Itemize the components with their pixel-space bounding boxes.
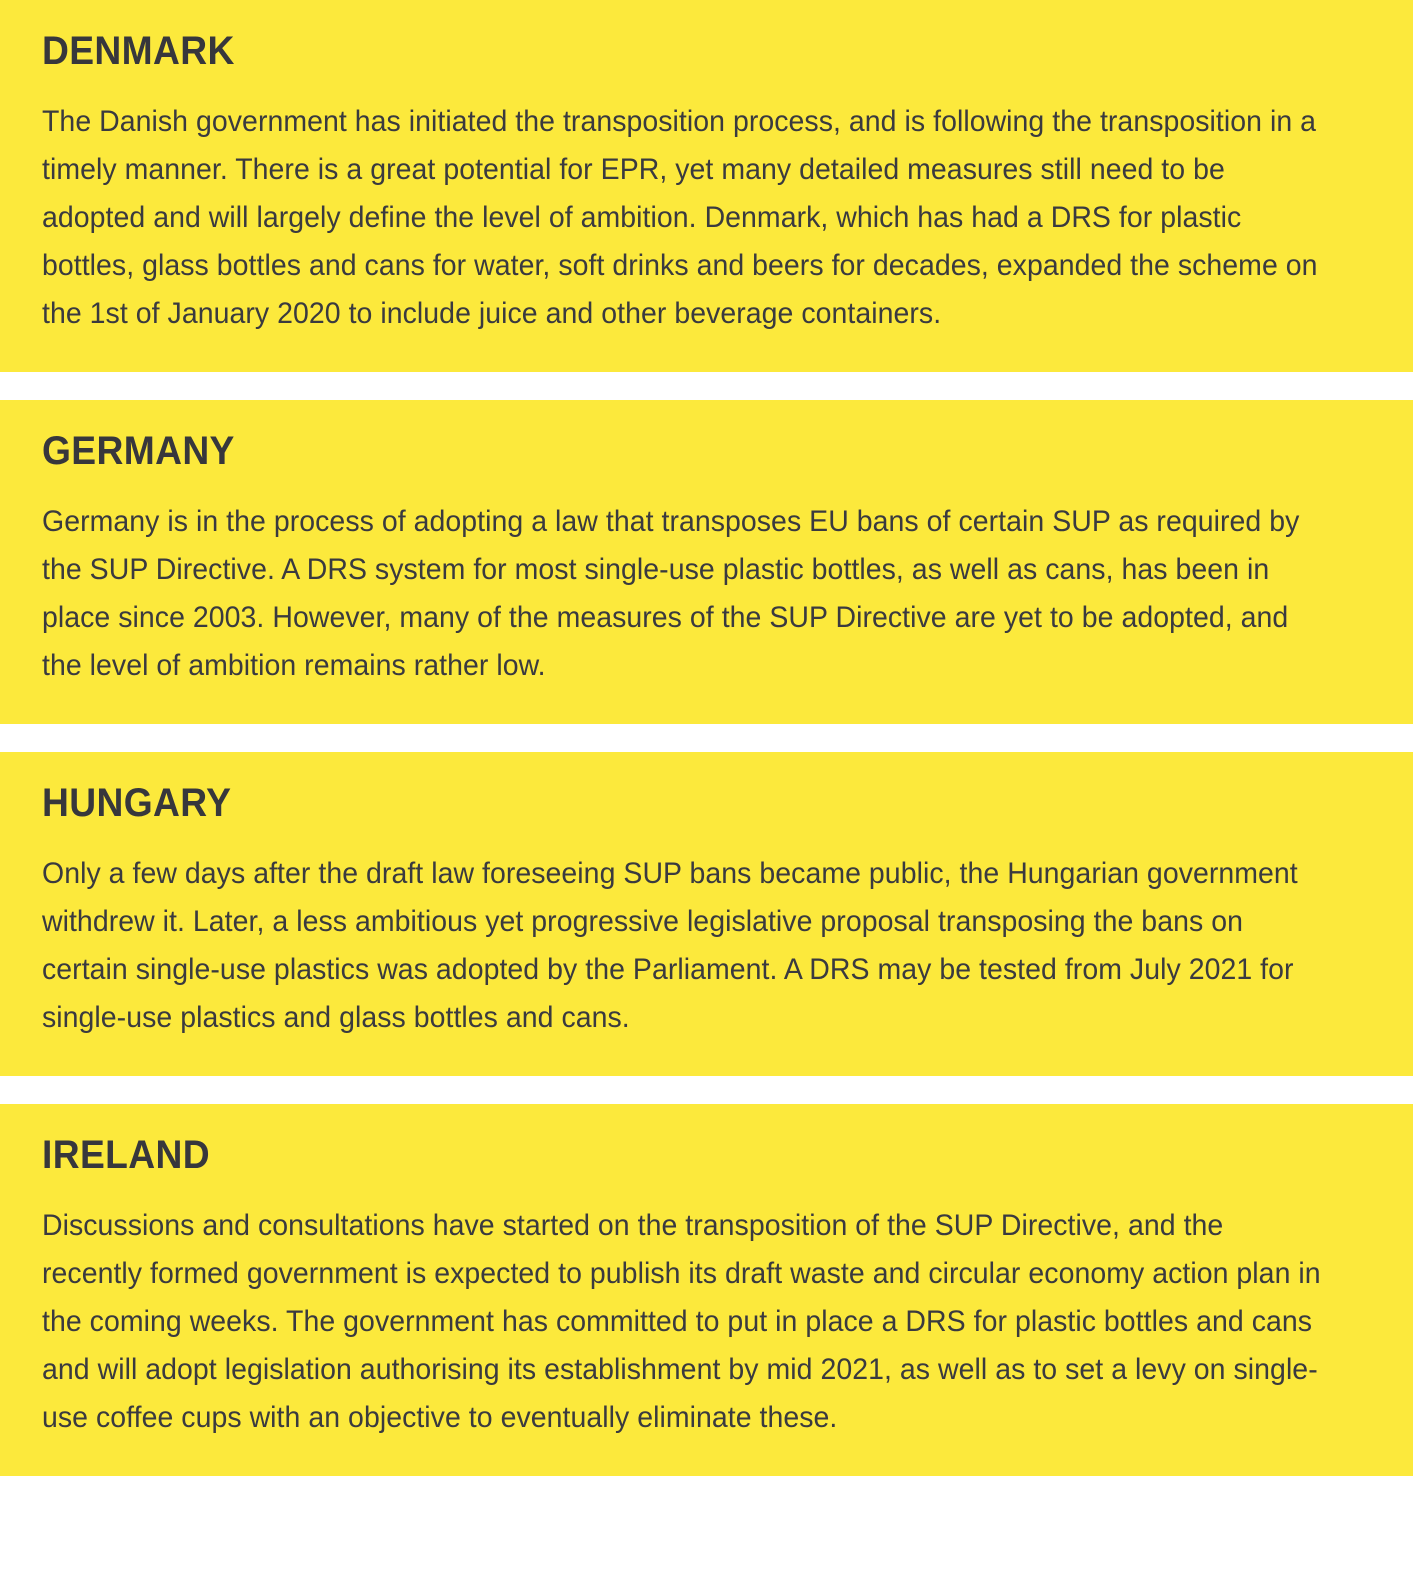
country-card-germany bbox=[0, 400, 1413, 724]
country-card-title: GERMANY bbox=[42, 429, 235, 473]
country-card-body: The Danish government has initiated the transposition process, and is following the transposition in a timely manner. There is a great potential for EPR, yet many detailed measures still need to be adopted and will largely define the level of ambition. Denmark, which has had a DRS for plastic bottles, glass bottles and cans for water, soft drinks and beers for decades, expanded the scheme on the 1st of January 2020 to include juice and other beverage containers. bbox=[42, 105, 1318, 330]
country-card-body: Germany is in the process of adopting a law that transposes EU bans of certain SUP as required by the SUP Directive. A DRS system for most single-use plastic bottles, as well as cans, has been in place since 2003. However, many of the measures of the SUP Directive are yet to be adopted, and the level of ambition remains rather low. bbox=[42, 505, 1300, 682]
country-card-title: HUNGARY bbox=[42, 781, 232, 825]
country-card-title: DENMARK bbox=[42, 29, 235, 73]
country-card-hungary bbox=[0, 752, 1413, 1076]
country-card-denmark bbox=[0, 0, 1413, 372]
country-card-body: Discussions and consultations have started on the transposition of the SUP Directive, and the recently formed government is expected to publish its draft waste and circular economy action plan in the coming weeks. The government has committed to put in place a DRS for plastic bottles and cans and will adopt legislation authorising its establishment by mid 2021, as well as to set a levy on single-use coffee cups with an objective to eventually eliminate these. bbox=[42, 1209, 1321, 1434]
country-card-body: Only a few days after the draft law foreseeing SUP bans became public, the Hungarian government withdrew it. Later, a less ambitious yet progressive legislative proposal transposing the bans on certain single-use plastics was adopted by the Parliament. A DRS may be tested from July 2021 for single-use plastics and glass bottles and cans. bbox=[42, 857, 1298, 1034]
country-card-title: IRELAND bbox=[42, 1133, 210, 1177]
country-card-ireland bbox=[0, 1104, 1413, 1476]
